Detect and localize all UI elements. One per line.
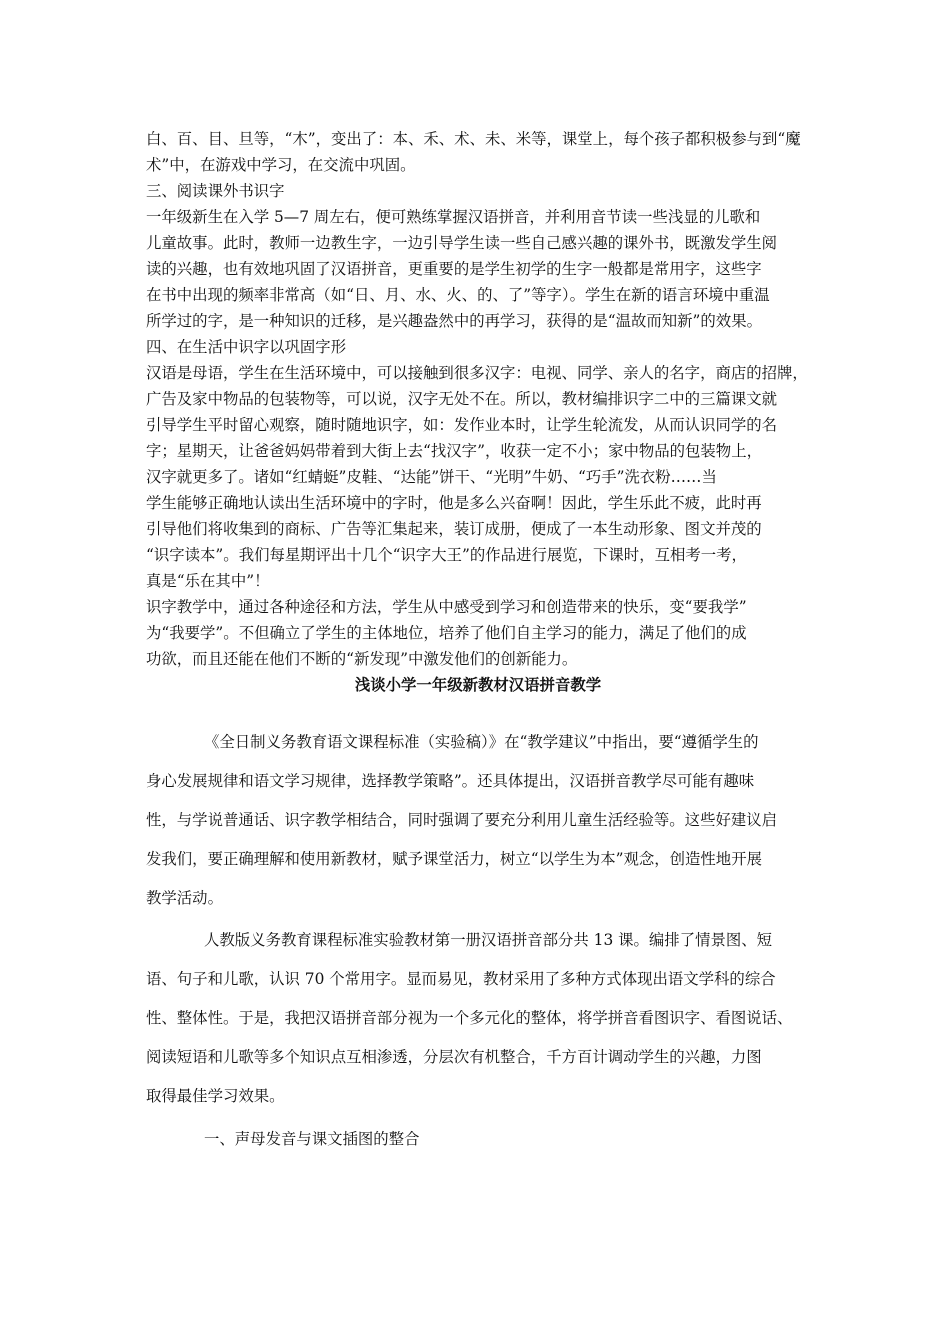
text-line: 广告及家中物品的包装物等，可以说，汉字无处不在。所以，教材编排识字二中的三篇课文就 [146,390,778,408]
text-line: 取得最佳学习效果。 [146,1087,285,1105]
article-section-heading [146,1120,810,1159]
text-line: 性，与学说普通话、识字教学相结合，同时强调了要充分利用儿童生活经验等。这些好建议启 [146,811,778,829]
section-heading: 一、声母发音与课文插图的整合 [204,1130,420,1148]
text-line: 语、句子和儿歌，认识 70 个常用字。显而易见，教材采用了多种方式体现出语文学科的综合 [146,970,776,988]
text-line: 引导学生平时留心观察，随时随地识字，如：发作业本时，让学生轮流发，从而认识同学的名 [146,416,778,434]
text-line: “识字读本”。我们每星期评出十几个“识字大王”的作品进行展览，下课时，互相考一考， [146,546,747,564]
text-line: 读的兴趣，也有效地巩固了汉语拼音，更重要的是学生初学的生字一般都是常用字，这些字 [146,260,762,278]
text-line: 身心发展规律和语文学习规律，选择教学策略”。还具体提出，汉语拼音教学尽可能有趣味 [146,772,755,790]
text-line: 人教版义务教育课程标准实验教材第一册汉语拼音部分共 13 课。编排了情景图、短 [204,931,773,949]
text-line: 教学活动。 [146,889,223,907]
text-line: 字；星期天，让爸爸妈妈带着到大街上去“找汉字”，收获一定不小；家中物品的包装物上， [146,442,762,460]
text-line: 儿童故事。此时，教师一边教生字，一边引导学生读一些自己感兴趣的课外书，既激发学生阅 [146,234,778,252]
text-line: 白、百、目、旦等，“木”，变出了：本、禾、术、未、米等，课堂上，每个孩子都积极参与到“魔 [146,130,801,148]
text-line: 阅读短语和儿歌等多个知识点互相渗透，分层次有机整合，千方百计调动学生的兴趣，力图 [146,1048,762,1066]
text-line: 性、整体性。于是，我把汉语拼音部分视为一个多元化的整体，将学拼音看图识字、看图说话、 [146,1009,793,1027]
article-title: 浅谈小学一年级新教材汉语拼音教学 [354,676,602,694]
text-line: 为“我要学”。不但确立了学生的主体地位，培养了他们自主学习的能力，满足了他们的成 [146,624,747,642]
section-heading: 四、在生活中识字以巩固字形 [146,338,347,356]
text-line: 汉语是母语，学生在生活环境中，可以接触到很多汉字：电视、同学、亲人的名字，商店的招牌， [146,364,808,382]
article-paragraph-1 [146,723,810,918]
text-line: 术”中，在游戏中学习，在交流中巩固。 [146,156,416,174]
section-heading: 三、阅读课外书识字 [146,182,285,200]
text-line: 在书中出现的频率非常高（如“日、月、水、火、的、了”等字）。学生在新的语言环境中重温 [146,286,770,304]
text-line: 发我们，要正确理解和使用新教材，赋予课堂活力，树立“以学生为本”观念，创造性地开展 [146,850,762,868]
text-line: 一年级新生在入学 5—7 周左右，便可熟练掌握汉语拼音，并利用音节读一些浅显的儿歌和 [146,208,761,226]
text-line: 引导他们将收集到的商标、广告等汇集起来，装订成册，便成了一本生动形象、图文并茂的 [146,520,762,538]
previous-article-continuation [146,126,810,672]
text-line: 所学过的字，是一种知识的迁移，是兴趣盎然中的再学习，获得的是“温故而知新”的效果。 [146,312,762,330]
text-line: 汉字就更多了。诸如“红蜻蜓”皮鞋、“达能”饼干、“光明”牛奶、“巧手”洗衣粉……当 [146,468,717,486]
text-line: 识字教学中，通过各种途径和方法，学生从中感受到学习和创造带来的快乐，变“要我学” [146,598,747,616]
article-paragraph-2 [146,921,810,1116]
text-line: 学生能够正确地认读出生活环境中的字时，他是多么兴奋啊！因此，学生乐此不疲，此时再 [146,494,762,512]
text-line: 《全日制义务教育语文课程标准（实验稿）》在“教学建议”中指出，要“遵循学生的 [204,733,759,751]
text-line: 功欲，而且还能在他们不断的“新发现”中激发他们的创新能力。 [146,650,578,668]
text-line: 真是“乐在其中”！ [146,572,270,590]
